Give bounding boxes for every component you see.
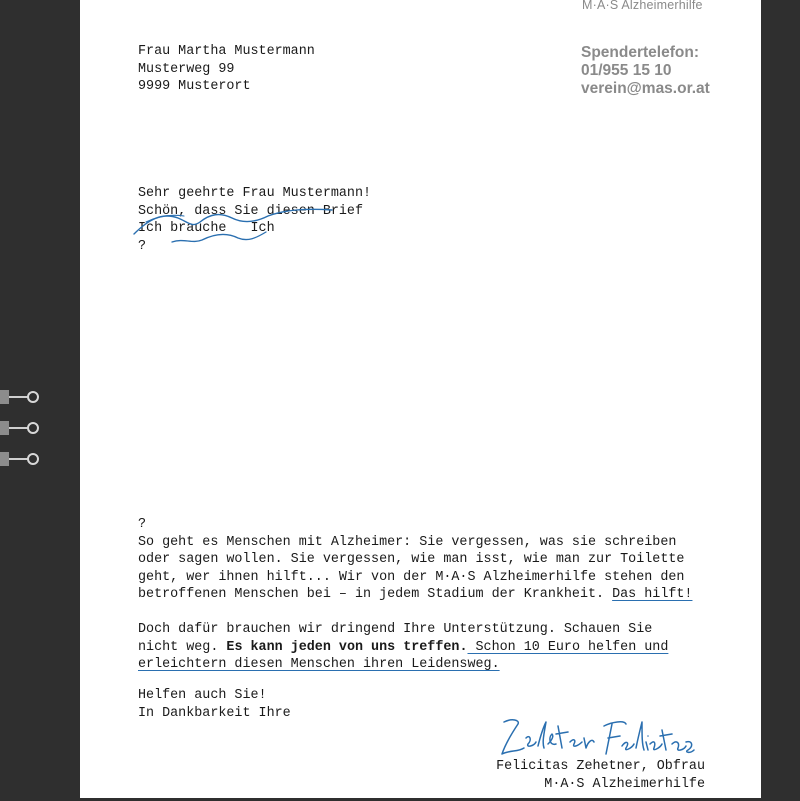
annotation-handle-1[interactable] — [0, 388, 42, 408]
gap-question-mark: ? — [138, 517, 147, 532]
paragraph-2 — [138, 621, 718, 674]
handle-line-icon — [9, 458, 28, 460]
highlight-leidensweg: erleichtern diesen Menschen ihren Leidensweg. — [138, 657, 500, 673]
handle-line-icon — [9, 427, 28, 429]
closing-line-1: Helfen auch Sie! — [138, 688, 267, 703]
p1-line-4 — [138, 586, 718, 604]
bold-emphasis: Es kann jeden von uns treffen. — [226, 639, 468, 655]
handle-square-icon — [0, 421, 9, 435]
signatory-name: Felicitas Zehetner, Obfrau — [496, 759, 705, 774]
opening-line-3: ? — [138, 238, 147, 254]
recipient-name: Frau Martha Mustermann — [138, 44, 315, 59]
p2-line-3 — [138, 656, 718, 674]
recipient-city: 9999 Musterort — [138, 79, 251, 95]
highlight-das-hilft: Das hilft! — [612, 587, 693, 603]
scribble-strikethrough — [128, 198, 338, 248]
annotation-handle-3[interactable] — [0, 450, 42, 470]
viewer-margin — [761, 0, 800, 801]
donor-phone: 01/955 15 10 — [581, 62, 672, 79]
handle-square-icon — [0, 452, 9, 466]
handle-circle-icon — [27, 453, 39, 465]
donor-email: verein@mas.or.at — [581, 80, 710, 97]
annotation-handles — [0, 388, 42, 481]
p2-line-2-text: nicht weg. — [138, 639, 227, 655]
p2-line-1: Doch dafür brauchen wir dringend Ihre Unterstützung. Schauen Sie — [138, 621, 653, 637]
letter-closing — [138, 687, 291, 722]
p2-line-2 — [138, 639, 718, 657]
handle-square-icon — [0, 390, 9, 404]
p1-line-2: oder sagen wollen. Sie vergessen, wie man isst, wie man zur Toilette — [138, 552, 685, 568]
highlight-10-euro: Schon 10 Euro helfen und — [467, 639, 669, 655]
opening-line-1: Schön, dass Sie diesen Brief — [138, 203, 363, 219]
recipient-address — [138, 43, 315, 96]
p1-line-1: So geht es Menschen mit Alzheimer: Sie vergessen, was sie schreiben — [138, 534, 677, 550]
letter-page — [80, 0, 761, 798]
p1-line-4-text: betroffenen Menschen bei – in jedem Stadium der Krankheit. — [138, 587, 613, 603]
org-header: M·A·S Alzheimerhilfe — [582, 0, 703, 12]
handle-circle-icon — [27, 391, 39, 403]
annotation-handle-2[interactable] — [0, 419, 42, 439]
donor-contact — [581, 44, 710, 98]
salutation: Sehr geehrte Frau Mustermann! — [138, 186, 372, 201]
opening-line-2: Ich brauche Ich — [138, 221, 275, 237]
closing-line-2: In Dankbarkeit Ihre — [138, 705, 291, 721]
recipient-street: Musterweg 99 — [138, 61, 235, 77]
handwritten-signature — [496, 712, 696, 764]
p1-line-3: geht, wer ihnen hilft... Wir von der M·A·S Alzheimerhilfe stehen den — [138, 569, 685, 585]
paragraph-1 — [138, 534, 718, 604]
handle-circle-icon — [27, 422, 39, 434]
signatory-org: M·A·S Alzheimerhilfe — [544, 776, 705, 792]
signature-block — [496, 758, 705, 793]
letter-body — [138, 516, 718, 674]
handle-line-icon — [9, 396, 28, 398]
donor-phone-label: Spendertelefon: — [581, 44, 699, 61]
